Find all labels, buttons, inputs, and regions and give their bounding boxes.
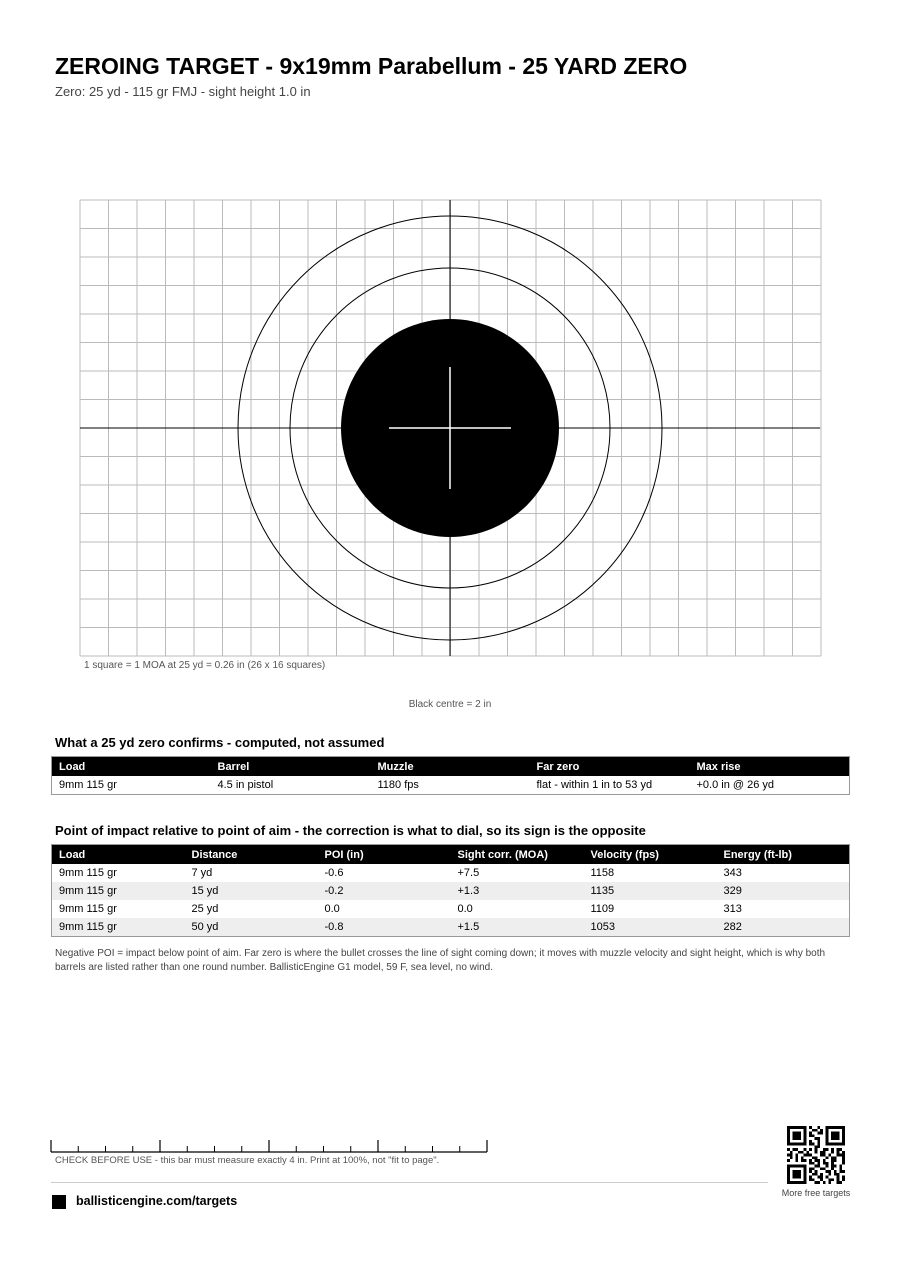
column-header: Load <box>52 845 185 865</box>
brand-square-icon <box>52 1195 66 1209</box>
column-header: Max rise <box>690 757 850 777</box>
column-header: Far zero <box>530 757 690 777</box>
column-header: POI (in) <box>318 845 451 865</box>
table-cell: 313 <box>723 903 742 915</box>
column-header: Velocity (fps) <box>584 845 717 865</box>
table-cell: +1.5 <box>451 918 584 937</box>
table-cell: 15 yd <box>185 882 318 900</box>
table-cell: 9mm 115 gr <box>59 867 117 879</box>
footnote: Negative POI = impact below point of aim. Far zero is where the bullet crosses the line of sight coming down; it moves with muzzle velocity and sight height, which is why both barrels are listed rather than one round number. BallisticEngine G1 model, 59 F, sea level, no wind. <box>55 948 826 973</box>
table-cell: 4.5 in pistol <box>217 779 274 791</box>
column-header: Energy (ft-lb) <box>717 845 850 865</box>
column-header: Load <box>52 757 211 777</box>
column-header: Barrel <box>211 757 371 777</box>
table-cell: 0.0 <box>457 903 473 915</box>
centre-size-note: Black centre = 2 in <box>408 699 492 710</box>
calibration-note: CHECK BEFORE USE - this bar must measure exactly 4 in. Print at 100%, not "fit to page". <box>55 1155 440 1166</box>
table-cell: +0.0 in @ 26 yd <box>696 779 775 791</box>
page-subtitle: Zero: 25 yd - 115 gr FMJ - sight height 1.0 in <box>55 84 311 99</box>
table-cell: 25 yd <box>191 903 219 915</box>
table-cell: 9mm 115 gr <box>52 918 185 937</box>
table-cell: -0.8 <box>318 918 451 937</box>
qr-caption: More free targets <box>781 1188 851 1198</box>
table-cell: 1135 <box>584 882 717 900</box>
table-cell: 0.0 <box>324 903 340 915</box>
page-title: ZEROING TARGET - 9x19mm Parabellum - 25 YARD ZERO <box>55 53 688 79</box>
table-cell: 1109 <box>590 903 615 915</box>
qr-code-icon[interactable] <box>787 1126 845 1184</box>
table-cell: 282 <box>717 918 850 937</box>
table-cell: +1.3 <box>451 882 584 900</box>
table-cell: 9mm 115 gr <box>59 903 117 915</box>
table-cell: 50 yd <box>185 918 318 937</box>
table-cell: 329 <box>717 882 850 900</box>
table-cell: 9mm 115 gr <box>59 779 117 791</box>
table-cell: -0.2 <box>318 882 451 900</box>
table-cell: 9mm 115 gr <box>52 882 185 900</box>
table-cell: 1053 <box>584 918 717 937</box>
table-cell: -0.6 <box>324 867 344 879</box>
table-cell: 7 yd <box>191 867 213 879</box>
grid-scale-note: 1 square = 1 MOA at 25 yd = 0.26 in (26 x 16 squares) <box>84 660 326 671</box>
table-cell: 1158 <box>590 867 615 879</box>
table-cell: 1180 fps <box>377 779 419 791</box>
footer-divider <box>51 1182 768 1183</box>
brand-link[interactable]: ballisticengine.com/targets <box>76 1194 238 1208</box>
column-header: Sight corr. (MOA) <box>451 845 584 865</box>
column-header: Distance <box>185 845 318 865</box>
table-cell: 343 <box>723 867 742 879</box>
column-header: Muzzle <box>371 757 530 777</box>
poi-table-title: Point of impact relative to point of aim - the correction is what to dial, so its sign is the opposite <box>55 823 646 838</box>
zero-table-title: What a 25 yd zero confirms - computed, not assumed <box>55 735 385 750</box>
table-cell: +7.5 <box>457 867 480 879</box>
table-cell: flat - within 1 in to 53 yd <box>536 779 653 791</box>
